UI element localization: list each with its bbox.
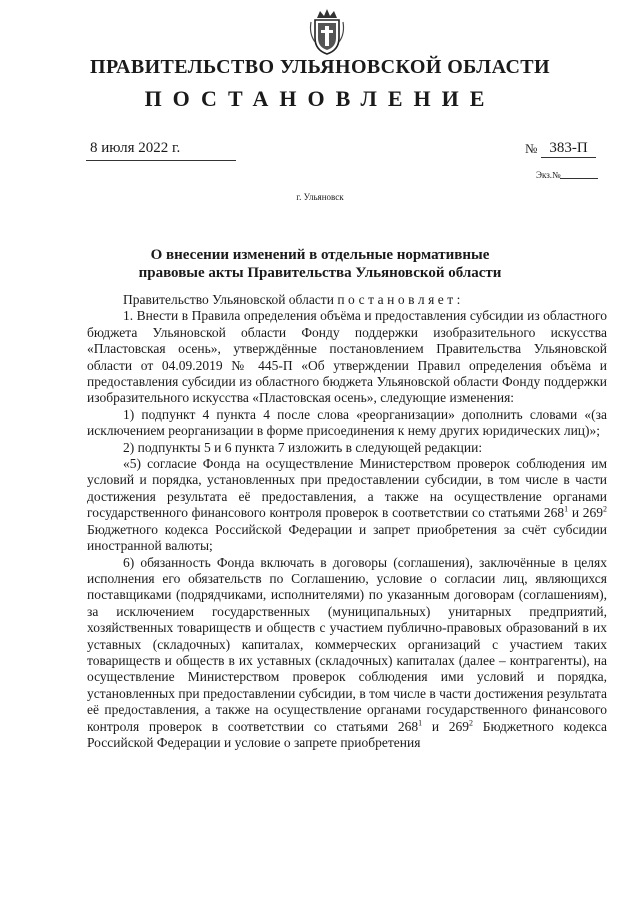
document-title — [0, 246, 640, 282]
intro-resolves: постановляет: — [337, 292, 464, 307]
city-label: г. Ульяновск — [296, 192, 344, 202]
p5-sup-2: 2 — [469, 718, 474, 728]
p5-text-a: 6) обязанность Фонда включать в договоры (соглашения), заключённые в целях исполнения его обязательств по Соглашению, условие о согласии лиц, являющихся поставщиками (подрядчиками, исполнителями) по указанным договорам (соглашениям), за исключением государственных (муниципальных) унитарных предприятий, хозяйственных товариществ и обществ с участием публично-правовых образований в их уставных (складочных) капиталах, коммерческих организаций с участием таких товариществ и обществ в их уставных (складочных) капиталах (далее – контрагенты), на осуществление Министерством проверок соблюдения ими условий и порядка, установленных при предоставлении субсидии, в том числе в части достижения результата её предоставления, а также на осуществление органами государственного финансового контроля проверок в соответствии со статьями 268 — [87, 554, 607, 734]
paragraph-1: 1. Внести в Правила определения объёма и предоставления субсидии из областного бюджета Ульяновской области Фонду поддержки изобразительного искусства «Пластовская осень», утверждённые постановлением Правительства Ульяновской области от 04.09.2019 № 445-П «Об утверждении Правил определения объёма и предоставления субсидии из областного бюджета Ульяновской области Фонду поддержки изобразительного искусства «Пластовская осень», следующие изменения: — [87, 308, 607, 406]
copy-number-label: Экз.№ — [536, 170, 561, 180]
p4-text-c: Бюджетного кодекса Российской Федерации и запрет приобретения за счёт субсидии иностранной валюты; — [87, 521, 607, 554]
p5-text-b: и 269 — [422, 718, 470, 734]
title-line-1: О внесении изменений в отдельные нормативные — [150, 247, 490, 263]
government-heading: ПРАВИТЕЛЬСТВО УЛЬЯНОВСКОЙ ОБЛАСТИ — [89, 56, 550, 78]
intro-paragraph — [87, 292, 607, 308]
p4-sup-2: 2 — [603, 504, 607, 514]
paragraph-4 — [87, 456, 607, 554]
paragraph-2: 1) подпункт 4 пункта 4 после слова «реорганизации» дополнить словами «(за исключением реорганизации в форме присоединения к нему других юридических лиц)»; — [87, 406, 607, 439]
date-underline — [86, 160, 236, 161]
document-body — [87, 292, 607, 751]
p5-text-c: Бюджетного кодекса Российской Федерации и условие о запрете приобретения — [87, 718, 607, 750]
document-type-heading: ПОСТАНОВЛЕНИЕ — [144, 86, 496, 111]
p4-text-b: и 269 — [568, 505, 603, 521]
p4-sup-1: 1 — [564, 504, 569, 514]
intro-text: Правительство Ульяновской области — [123, 292, 334, 307]
coat-of-arms-icon — [307, 8, 347, 56]
p4-text-a: «5) согласие Фонда на осуществление Министерством проверок соблюдения им условий и порядка, установленных при предоставлении субсидии, в том числе в части достижения результата её предоставления, а также на осуществление органами государственного финансового контроля проверок в соответствии со статьями 268 — [87, 456, 607, 521]
paragraph-5 — [87, 555, 607, 752]
document-number: 383-П — [541, 140, 596, 158]
p5-sup-1: 1 — [418, 718, 423, 728]
document-date: 8 июля 2022 г. — [90, 140, 181, 156]
paragraph-3: 2) подпункты 5 и 6 пункта 7 изложить в следующей редакции: — [123, 439, 483, 455]
title-line-2: правовые акты Правительства Ульяновской области — [138, 265, 502, 281]
copy-number-line — [560, 178, 598, 179]
number-sign: № — [525, 141, 538, 156]
